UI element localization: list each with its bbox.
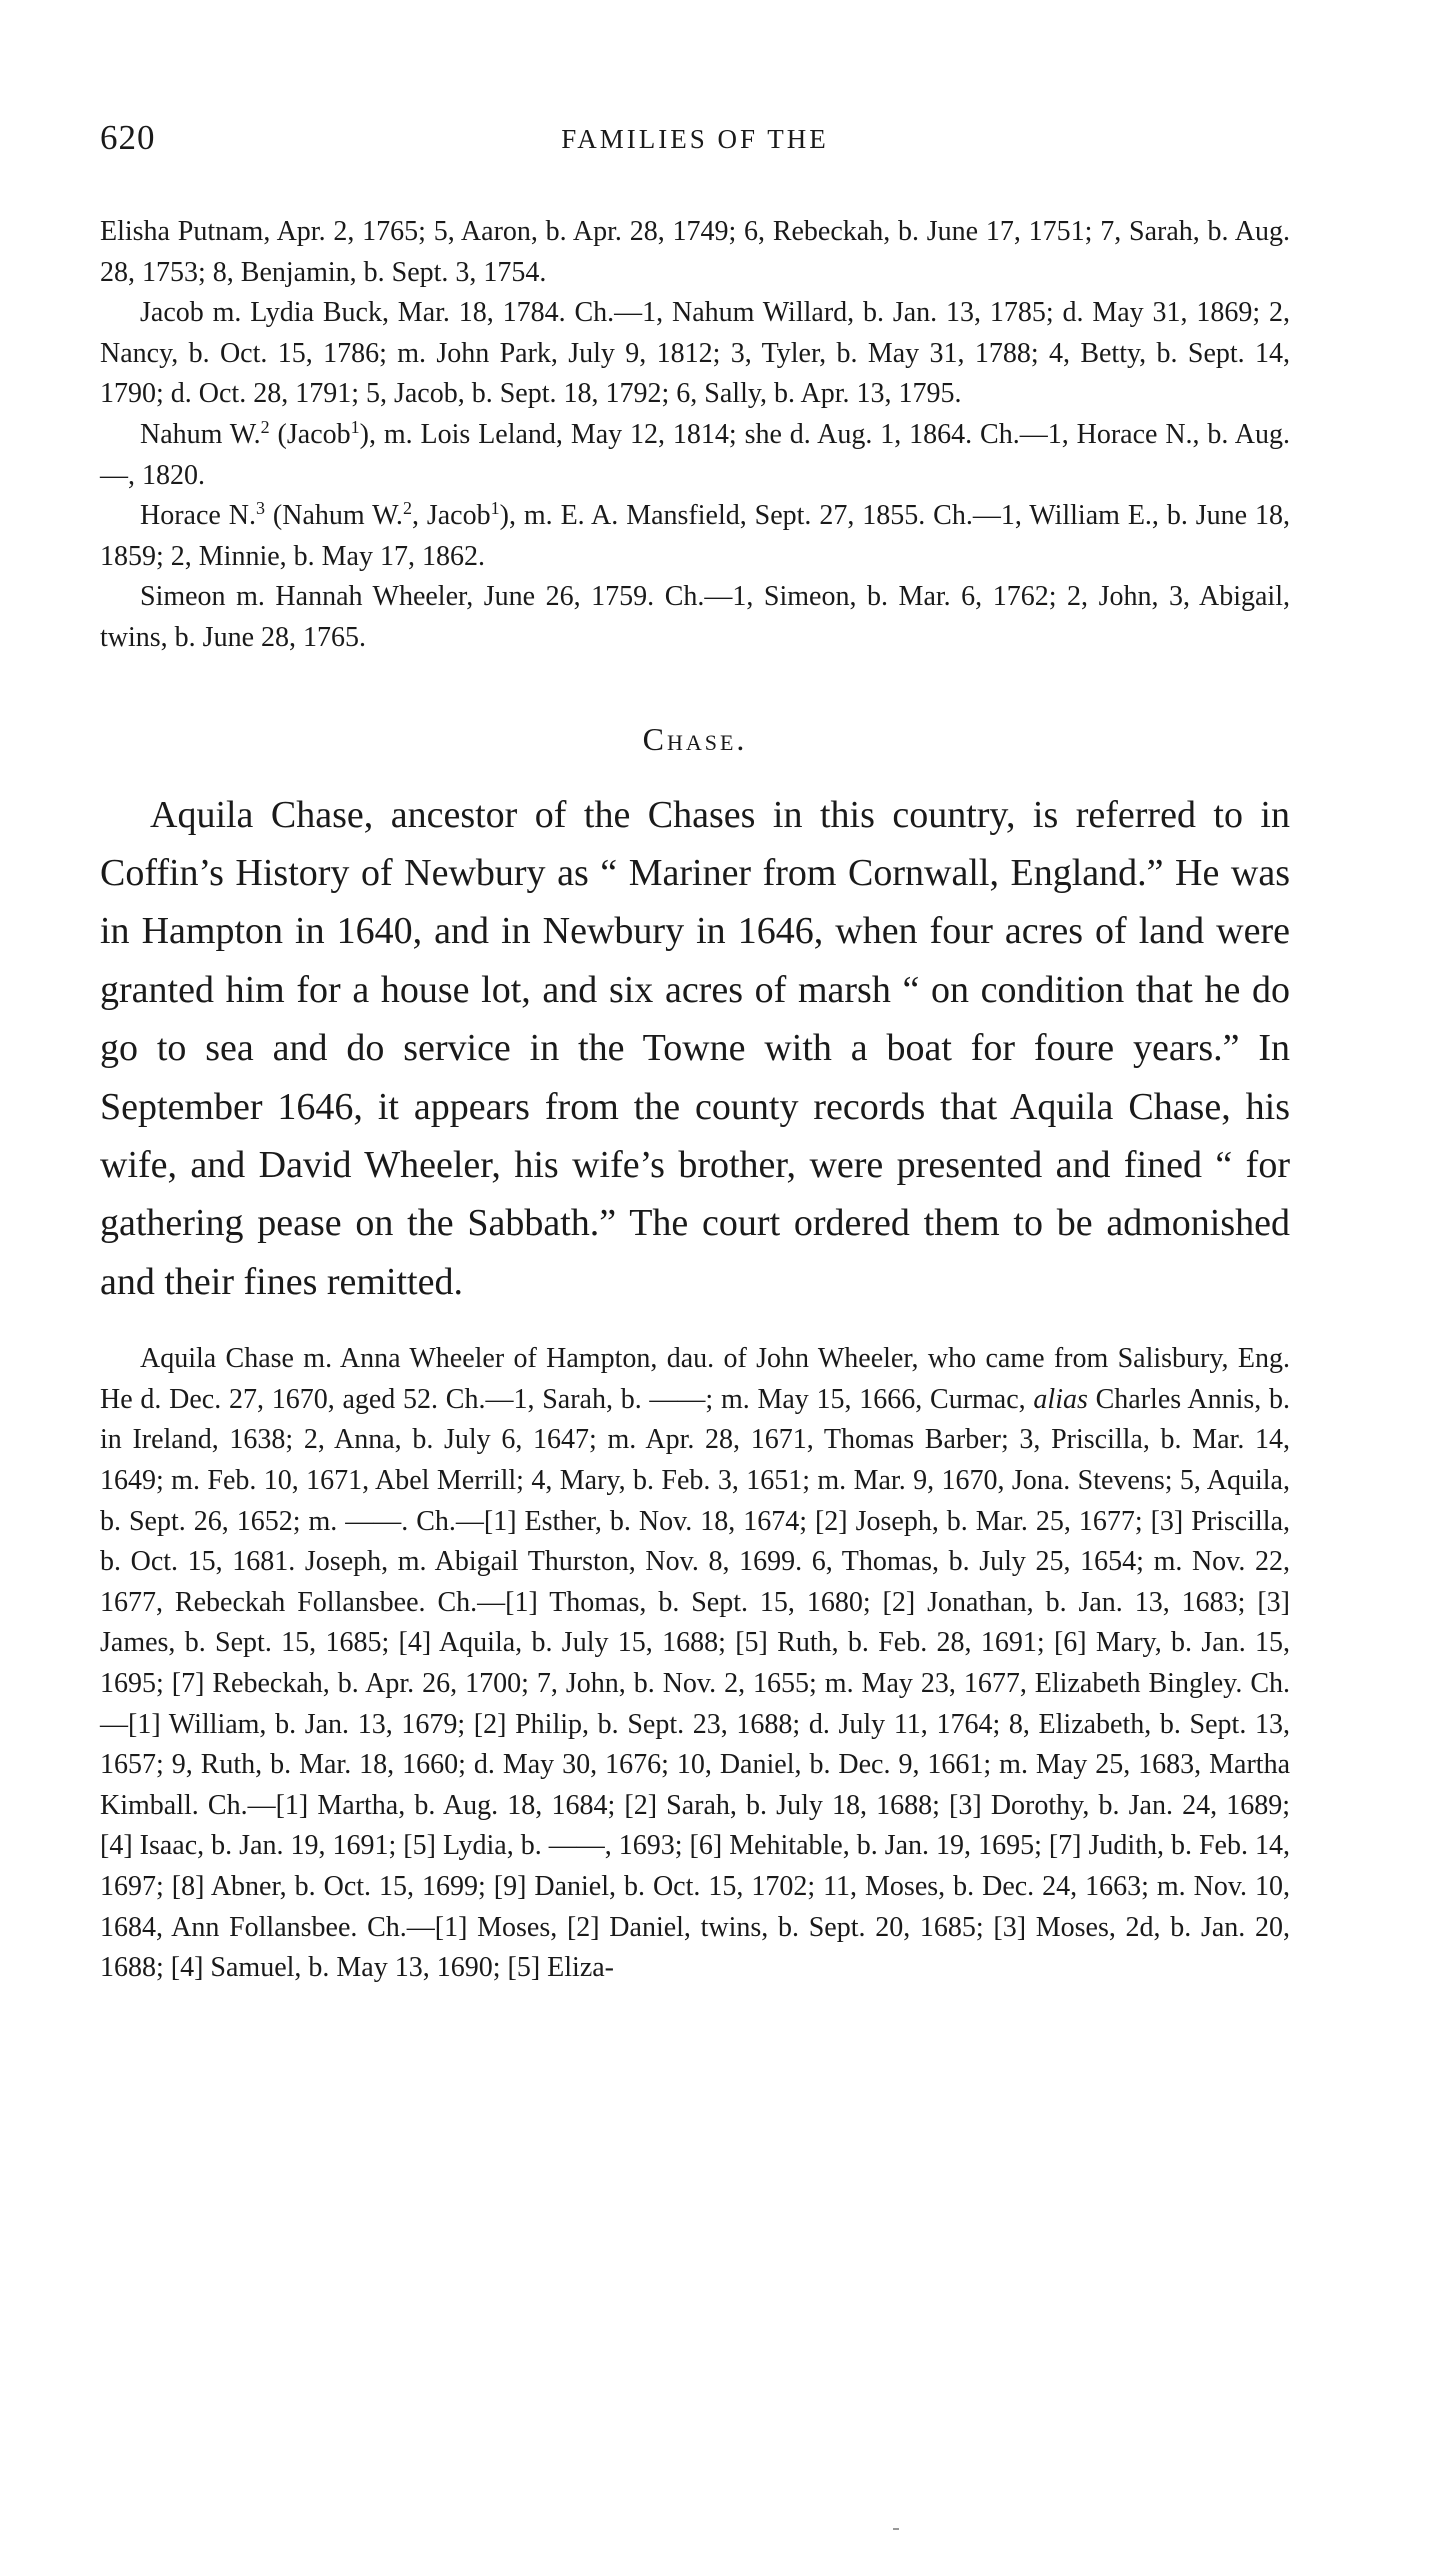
nahum-rest: ), m. Lois Leland, May 12, 1814; she d. Aug. 1, 1864. Ch.—1, Horace N., b. Aug. —, 1820.	[100, 418, 1291, 491]
generation-superscript: 2	[260, 416, 270, 437]
footer-mark	[893, 2528, 899, 2530]
genealogy-text-b: Charles Annis, b. in Ireland, 1638; 2, Anna, b. July 6, 1647; m. Apr. 28, 1671, Thomas Barber; 3, Priscilla, b. Mar. 14, 1649; m. Feb. 10, 1671, Abel Merrill; 4, Mary, b. Feb. 3, 1651; m. Mar. 9, 1670, Jona. Stevens; 5, Aquila, b. Sept. 26, 1652; m. ——. Ch.—[1] Esther, b. Nov. 18, 1674; [2] Joseph, b. Mar. 25, 1677; [3] Priscilla, b. Oct. 15, 1681. Joseph, m. Abigail Thurston, Nov. 8, 1699. 6, Thomas, b. July 25, 1654; m. Nov. 22, 1677, Rebeckah Follansbee. Ch.—[1] Thomas, b. Sept. 15, 1680; [2] Jonathan, b. Jan. 13, 1683; [3] James, b. Sept. 15, 1685; [4] Aquila, b. July 15, 1688; [5] Ruth, b. Feb. 28, 1691; [6] Mary, b. Jan. 15, 1695; [7] Rebeckah, b. Apr. 26, 1700; 7, John, b. Nov. 2, 1655; m. May 23, 1677, Elizabeth Bingley. Ch.—[1] William, b. Jan. 13, 1679; [2] Philip, b. Sept. 23, 1688; d. July 11, 1764; 8, Elizabeth, b. Sept. 13, 1657; 9, Ruth, b. Mar. 18, 1660; d. May 30, 1676; 10, Daniel, b. Dec. 9, 1661; m. May 25, 1683, Martha Kimball. Ch.—[1] Martha, b. Aug. 18, 1684; [2] Sarah, b. July 18, 1688; [3] Dorothy, b. Jan. 24, 1689; [4] Isaac, b. Jan. 19, 1691; [5] Lydia, b. ——, 1693; [6] Mehitable, b. Jan. 19, 1695; [7] Judith, b. Feb. 14, 1697; [8] Abner, b. Oct. 15, 1699; [9] Daniel, b. Oct. 15, 1702; 11, Moses, b. Dec. 24, 1663; m. Nov. 10, 1684, Ann Follansbee. Ch.—[1] Moses, [2] Daniel, twins, b. Sept. 20, 1685; [3] Moses, 2d, b. Jan. 20, 1688; [4] Samuel, b. May 13, 1690; [5] Eliza-	[100, 1383, 1291, 1984]
genealogy-alias: alias	[1033, 1383, 1088, 1415]
generation-superscript: 2	[402, 498, 412, 519]
horace-lineage-open: (Nahum W.	[264, 500, 403, 532]
putnam-paragraph-simeon: Simeon m. Hannah Wheeler, June 26, 1759. Ch.—1, Simeon, b. Mar. 6, 1762; 2, John, 3, Abigail, twins, b. June 28, 1765.	[100, 581, 1290, 653]
putnam-continuation	[100, 212, 1290, 659]
nahum-lineage-open: (Jacob	[269, 418, 351, 450]
horace-lineage-mid: , Jacob	[411, 500, 491, 532]
putnam-paragraph-horace	[100, 496, 1290, 577]
chase-genealogy	[100, 1339, 1290, 1989]
horace-name: Horace N.	[140, 500, 256, 532]
running-title: FAMILIES OF THE	[561, 124, 829, 154]
page-number: 620	[100, 118, 156, 157]
generation-superscript: 3	[255, 498, 265, 519]
generation-superscript: 1	[350, 416, 360, 437]
putnam-paragraph-jacob: Jacob m. Lydia Buck, Mar. 18, 1784. Ch.—1, Nahum Willard, b. Jan. 13, 1785; d. May 31, 1869; 2, Nancy, b. Oct. 15, 1786; m. John Park, July 9, 1812; 3, Tyler, b. May 31, 1788; 4, Betty, b. Sept. 14, 1790; d. Oct. 28, 1791; 5, Jacob, b. Sept. 18, 1792; 6, Sally, b. Apr. 13, 1795.	[100, 297, 1290, 410]
putnam-paragraph-elisha: Elisha Putnam, Apr. 2, 1765; 5, Aaron, b. Apr. 28, 1749; 6, Rebeckah, b. June 17, 1751; 7, Sarah, b. Aug. 28, 1753; 8, Benjamin, b. Sept. 3, 1754.	[100, 216, 1290, 288]
chase-intro-paragraph: Aquila Chase, ancestor of the Chases in this country, is referred to in Coffin’s History of Newbury as “ Mariner from Cornwall, England.” He was in Hampton in 1640, and in Newbury in 1646, when four acres of land were granted him for a house lot, and six acres of marsh “ on condition that he do go to sea and do service in the Towne with a boat for foure years.” In September 1646, it appears from the county records that Aquila Chase, his wife, and David Wheeler, his wife’s brother, were presented and fined “ for gathering pease on the Sabbath.” The court ordered them to be admonished and their fines remitted.	[100, 793, 1290, 1303]
nahum-name: Nahum W.	[140, 418, 261, 450]
chase-genealogy-paragraph	[100, 1339, 1290, 1989]
putnam-paragraph-nahum	[100, 415, 1290, 496]
generation-superscript: 1	[490, 498, 500, 519]
running-head	[100, 118, 1290, 178]
horace-rest: ), m. E. A. Mansfield, Sept. 27, 1855. Ch.—1, William E., b. June 18, 1859; 2, Minnie, b. May 17, 1862.	[100, 500, 1291, 572]
genealogy-text-a: Aquila Chase m. Anna Wheeler of Hampton, dau. of John Wheeler, who came from Salisbury, Eng. He d. Dec. 27, 1670, aged 52. Ch.—1, Sarah, b. ——; m. May 15, 1666, Curmac,	[100, 1343, 1290, 1415]
section-heading-chase: Chase.	[642, 720, 748, 757]
chase-intro	[100, 786, 1290, 1312]
page	[100, 118, 1290, 1989]
